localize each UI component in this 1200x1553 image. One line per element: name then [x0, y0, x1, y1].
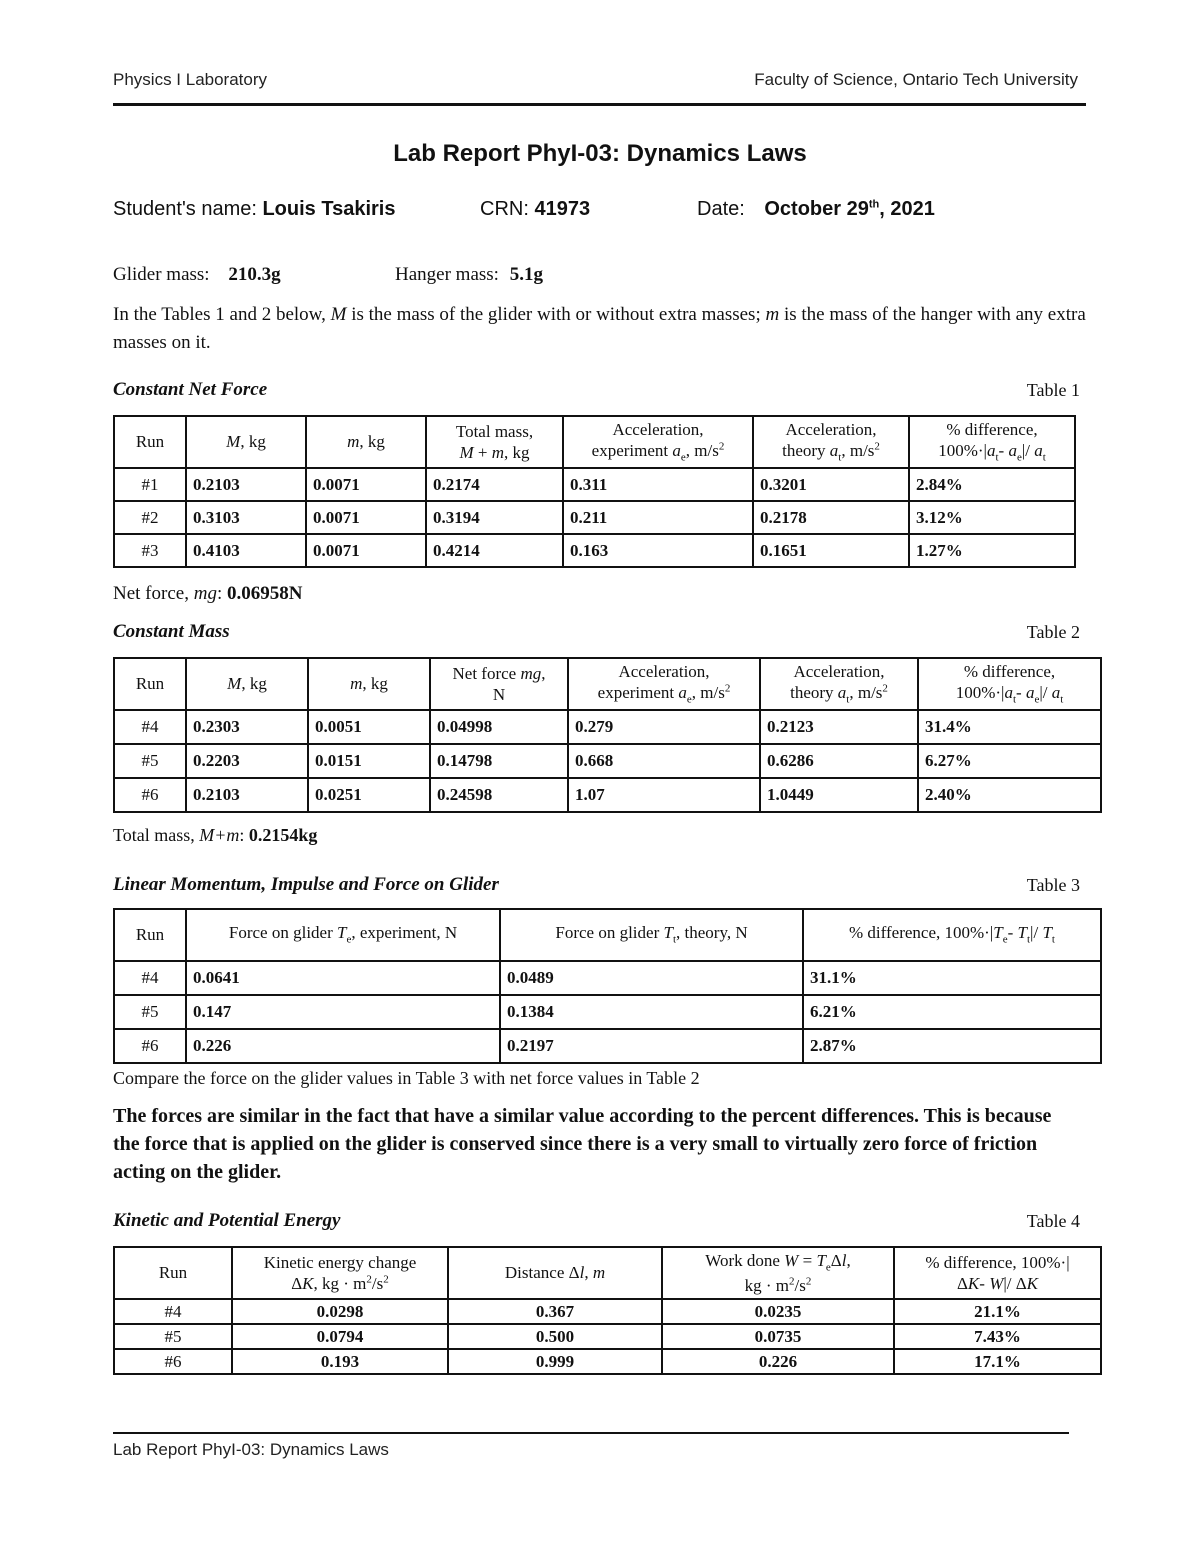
cell-at: 0.2178 — [753, 501, 909, 534]
total-mass-value: 0.2154kg — [248, 825, 318, 845]
cell-M: 0.3103 — [186, 501, 306, 534]
table-3 — [113, 908, 1102, 1064]
date-label: Date: — [697, 198, 745, 220]
cell-M: 0.2103 — [186, 778, 308, 812]
col-total-mass: Total mass, M + m, kg — [426, 416, 563, 468]
table-1 — [113, 415, 1076, 568]
cell-w: 0.0735 — [662, 1324, 894, 1349]
glider-mass-value: 210.3g — [228, 264, 281, 285]
cell-diff: 21.1% — [894, 1299, 1101, 1324]
col-accel-exp: Acceleration, experiment $a_e$, $m/s^2$ — [563, 416, 753, 468]
table-row — [114, 710, 1101, 744]
table-row — [114, 1029, 1101, 1063]
cell-run: #6 — [114, 778, 186, 812]
total-mass-line — [113, 825, 317, 846]
cell-run: #4 — [114, 710, 186, 744]
header-left: Physics I Laboratory — [113, 70, 268, 89]
col-M: M, kg — [186, 416, 306, 468]
cell-run: #5 — [114, 995, 186, 1029]
cell-run: #3 — [114, 534, 186, 567]
section-title-3: Linear Momentum, Impulse and Force on Glider — [113, 874, 499, 895]
date-year: , 2021 — [879, 198, 935, 220]
total-mass-colon: : — [239, 825, 245, 845]
cell-run: #6 — [114, 1349, 232, 1374]
intro-text-2: is the mass of the glider with or without extra masses; — [351, 304, 761, 325]
intro-var-M: M — [330, 304, 347, 325]
table-label-2: Table 2 — [1026, 622, 1080, 642]
cell-m: 0.0071 — [306, 468, 426, 501]
cell-M: 0.4103 — [186, 534, 306, 567]
cell-m: 0.0051 — [308, 710, 430, 744]
crn-value: 41973 — [534, 198, 591, 220]
col-net-force: Net force mg, N — [430, 658, 568, 710]
cell-run: #5 — [114, 1324, 232, 1349]
col-force-theory: Force on glider $T_t$, theory, N — [500, 909, 803, 961]
cell-tt: 0.0489 — [500, 961, 803, 995]
col-force-exp: Force on glider $T_e$, experiment, N — [186, 909, 500, 961]
cell-ae: 0.311 — [563, 468, 753, 501]
cell-M: 0.2103 — [186, 468, 306, 501]
intro-paragraph — [113, 301, 1093, 357]
cell-net: 0.04998 — [430, 710, 568, 744]
net-force-var: mg — [193, 583, 217, 604]
cell-ae: 0.668 — [568, 744, 760, 778]
crn-info — [480, 198, 590, 221]
cell-m: 0.0071 — [306, 501, 426, 534]
date-suffix: th — [868, 198, 880, 211]
cell-diff: 31.4% — [918, 710, 1101, 744]
col-percent-diff: % difference, $100\%\cdot|a_t-$ $a_e|/$ $a_t$ — [909, 416, 1075, 468]
table-row — [114, 1299, 1101, 1324]
col-m: m, kg — [306, 416, 426, 468]
net-force-colon: : — [216, 583, 223, 604]
cell-w: 0.0235 — [662, 1299, 894, 1324]
cell-diff: 2.87% — [803, 1029, 1101, 1063]
cell-run: #5 — [114, 744, 186, 778]
net-force-label: Net force, — [113, 583, 189, 604]
section-title-1: Constant Net Force — [113, 379, 268, 400]
cell-at: 0.6286 — [760, 744, 918, 778]
intro-var-m: m — [765, 304, 780, 325]
cell-diff: 3.12% — [909, 501, 1075, 534]
cell-M: 0.2303 — [186, 710, 308, 744]
table-row — [114, 995, 1101, 1029]
date-main: October 29 — [764, 198, 869, 220]
cell-m: 0.0071 — [306, 534, 426, 567]
table-label-4: Table 4 — [1026, 1211, 1080, 1231]
cell-m: 0.0151 — [308, 744, 430, 778]
cell-diff: 31.1% — [803, 961, 1101, 995]
net-force-value: 0.06958N — [226, 583, 303, 604]
cell-diff: 1.27% — [909, 534, 1075, 567]
col-M: M, kg — [186, 658, 308, 710]
page-title: Lab Report PhyI-03: Dynamics Laws — [393, 140, 807, 167]
cell-dl: 0.500 — [448, 1324, 662, 1349]
glider-mass-label: Glider mass: — [113, 264, 210, 285]
cell-diff: 2.40% — [918, 778, 1101, 812]
col-m: m, kg — [308, 658, 430, 710]
total-mass-label: Total mass, — [113, 825, 195, 845]
cell-tt: 0.2197 — [500, 1029, 803, 1063]
intro-text-3: is the mass of the hanger with any extra masses on it. — [113, 304, 1086, 353]
cell-run: #4 — [114, 961, 186, 995]
hanger-mass — [395, 264, 543, 286]
cell-dk: 0.0298 — [232, 1299, 448, 1324]
cell-at: 0.1651 — [753, 534, 909, 567]
glider-mass — [113, 264, 281, 286]
cell-te: 0.0641 — [186, 961, 500, 995]
cell-run: #1 — [114, 468, 186, 501]
col-percent-diff: % difference, $100\%\cdot|T_e-$ $T_t|/$ $T_t$ — [803, 909, 1101, 961]
col-run: Run — [114, 658, 186, 710]
cell-run: #4 — [114, 1299, 232, 1324]
cell-M: 0.2203 — [186, 744, 308, 778]
cell-ae: 0.211 — [563, 501, 753, 534]
compare-prompt: Compare the force on the glider values in Table 3 with net force values in Table 2 — [113, 1068, 700, 1088]
intro-text-1: In the Tables 1 and 2 below, — [113, 304, 326, 325]
cell-w: 0.226 — [662, 1349, 894, 1374]
cell-m: 0.0251 — [308, 778, 430, 812]
date-value — [764, 198, 934, 220]
cell-net: 0.24598 — [430, 778, 568, 812]
cell-run: #6 — [114, 1029, 186, 1063]
cell-te: 0.147 — [186, 995, 500, 1029]
cell-diff: 2.84% — [909, 468, 1075, 501]
col-kinetic-energy: Kinetic energy change ΔK, kg · $m^2/s^2$ — [232, 1247, 448, 1299]
cell-at: 0.2123 — [760, 710, 918, 744]
cell-diff: 7.43% — [894, 1324, 1101, 1349]
header-rule — [113, 103, 1086, 106]
crn-label: CRN: — [480, 198, 529, 220]
cell-ae: 1.07 — [568, 778, 760, 812]
student-info — [113, 198, 395, 221]
table-4 — [113, 1246, 1102, 1375]
cell-run: #2 — [114, 501, 186, 534]
cell-ae: 0.279 — [568, 710, 760, 744]
col-accel-exp: Acceleration, experiment $a_e$, $m/s^2$ — [568, 658, 760, 710]
table-row — [114, 1349, 1101, 1374]
cell-total: 0.2174 — [426, 468, 563, 501]
table-label-3: Table 3 — [1026, 875, 1080, 895]
cell-ae: 0.163 — [563, 534, 753, 567]
col-run: Run — [114, 909, 186, 961]
cell-tt: 0.1384 — [500, 995, 803, 1029]
student-name: Louis Tsakiris — [262, 198, 396, 220]
cell-diff: 6.27% — [918, 744, 1101, 778]
date-info — [697, 198, 935, 221]
cell-dk: 0.193 — [232, 1349, 448, 1374]
cell-te: 0.226 — [186, 1029, 500, 1063]
col-percent-diff: % difference, 100%·| ΔK- W|/ ΔK — [894, 1247, 1101, 1299]
col-run: Run — [114, 416, 186, 468]
section-title-4: Kinetic and Potential Energy — [113, 1210, 341, 1231]
section-title-2: Constant Mass — [113, 621, 230, 642]
table-2 — [113, 657, 1102, 813]
table-row — [114, 778, 1101, 812]
col-work-done: Work done $W = T_e\Delta l$, kg · $m^2/s^2$ — [662, 1247, 894, 1299]
col-distance: Distance Δl, m — [448, 1247, 662, 1299]
table-row — [114, 1324, 1101, 1349]
cell-total: 0.4214 — [426, 534, 563, 567]
header-right: Faculty of Science, Ontario Tech University — [754, 70, 1078, 89]
col-run: Run — [114, 1247, 232, 1299]
table-row — [114, 534, 1075, 567]
cell-at: 1.0449 — [760, 778, 918, 812]
table-row — [114, 744, 1101, 778]
cell-dl: 0.367 — [448, 1299, 662, 1324]
name-label: Student's name: — [113, 198, 257, 220]
col-percent-diff: % difference, $100\%\cdot|a_t-$ $a_e|/$ $a_t$ — [918, 658, 1101, 710]
footer-text: Lab Report PhyI-03: Dynamics Laws — [113, 1440, 389, 1459]
net-force-line — [113, 583, 302, 605]
total-mass-var: M+m — [199, 825, 240, 845]
table-row — [114, 468, 1075, 501]
col-accel-theory: Acceleration, theory $a_t$, $m/s^2$ — [760, 658, 918, 710]
table-row — [114, 961, 1101, 995]
table-row — [114, 501, 1075, 534]
cell-diff: 17.1% — [894, 1349, 1101, 1374]
table-label-1: Table 1 — [1026, 380, 1080, 400]
cell-net: 0.14798 — [430, 744, 568, 778]
cell-dl: 0.999 — [448, 1349, 662, 1374]
hanger-mass-label: Hanger mass: — [395, 264, 499, 285]
cell-dk: 0.0794 — [232, 1324, 448, 1349]
answer-paragraph: The forces are similar in the fact that have a similar value according to the percent differences. This is because the force that is applied on the glider is conserved since there is a very small to virtually zero force of friction acting on the glider. — [113, 1105, 1052, 1183]
col-accel-theory: Acceleration, theory $a_t$, $m/s^2$ — [753, 416, 909, 468]
hanger-mass-value: 5.1g — [509, 264, 543, 285]
footer-rule — [113, 1432, 1069, 1434]
cell-at: 0.3201 — [753, 468, 909, 501]
cell-total: 0.3194 — [426, 501, 563, 534]
cell-diff: 6.21% — [803, 995, 1101, 1029]
